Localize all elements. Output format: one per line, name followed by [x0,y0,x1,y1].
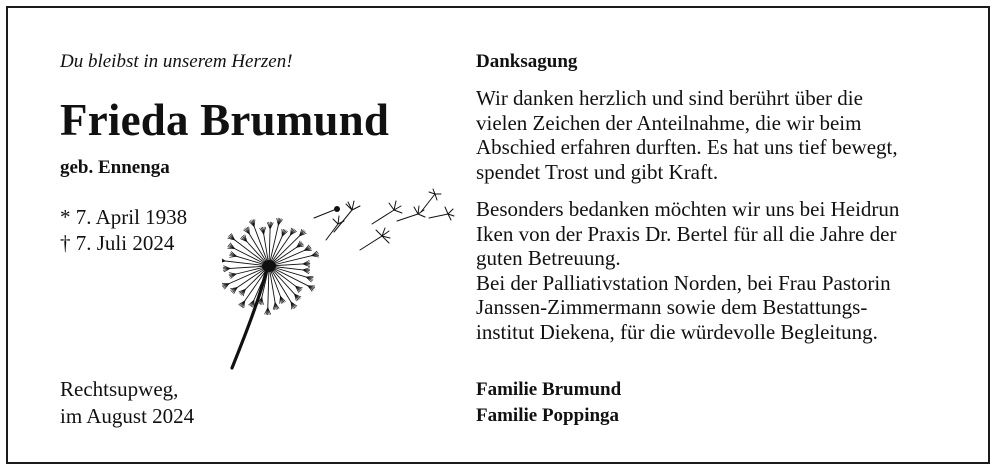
text-line: Bei der Palliativstation Norden, bei Frau Pastorin [476,270,891,295]
motto: Du bleibst in unserem Herzen! [60,51,293,72]
signatures [476,377,621,429]
text-line: spendet Trost und gibt Kraft. [476,159,719,184]
place-line-2: im August 2024 [60,404,195,428]
signature-family-2: Familie Poppinga [476,405,620,426]
text-line: Wir danken herzlich und sind berührt über die [476,86,863,110]
place-line-1: Rechtsupweg, [60,377,179,401]
right-column [476,50,966,344]
text-line: Janssen-Zimmermann sowie dem Bestattungs- [476,295,868,319]
deceased-name: Frieda Brumund [60,95,390,145]
text-line: Abschied erfahren durften. Es hat uns tief bewegt, [476,135,898,159]
thanks-heading: Danksagung [476,51,578,72]
text-line: vielen Zeichen der Anteilnahme, die wir beim [476,110,862,135]
thanks-paragraph-1 [476,86,966,184]
text-line: Iken von der Praxis Dr. Bertel für all die Jahre der [476,221,897,246]
place-and-date [60,376,194,430]
birth-date: * 7. April 1938 [60,205,188,229]
maiden-name: geb. Ennenga [60,157,170,178]
thanks-paragraph-2 [476,197,966,344]
text-line: institut Diekena, für die würdevolle Begleitung. [476,319,878,344]
death-date: † 7. Juli 2024 [60,231,175,255]
text-line: guten Betreuung. [476,246,621,270]
text-line: Besonders bedanken möchten wir uns bei Heidrun [476,197,900,221]
dandelion-illustration [222,188,467,373]
signature-family-1: Familie Brumund [476,379,622,400]
